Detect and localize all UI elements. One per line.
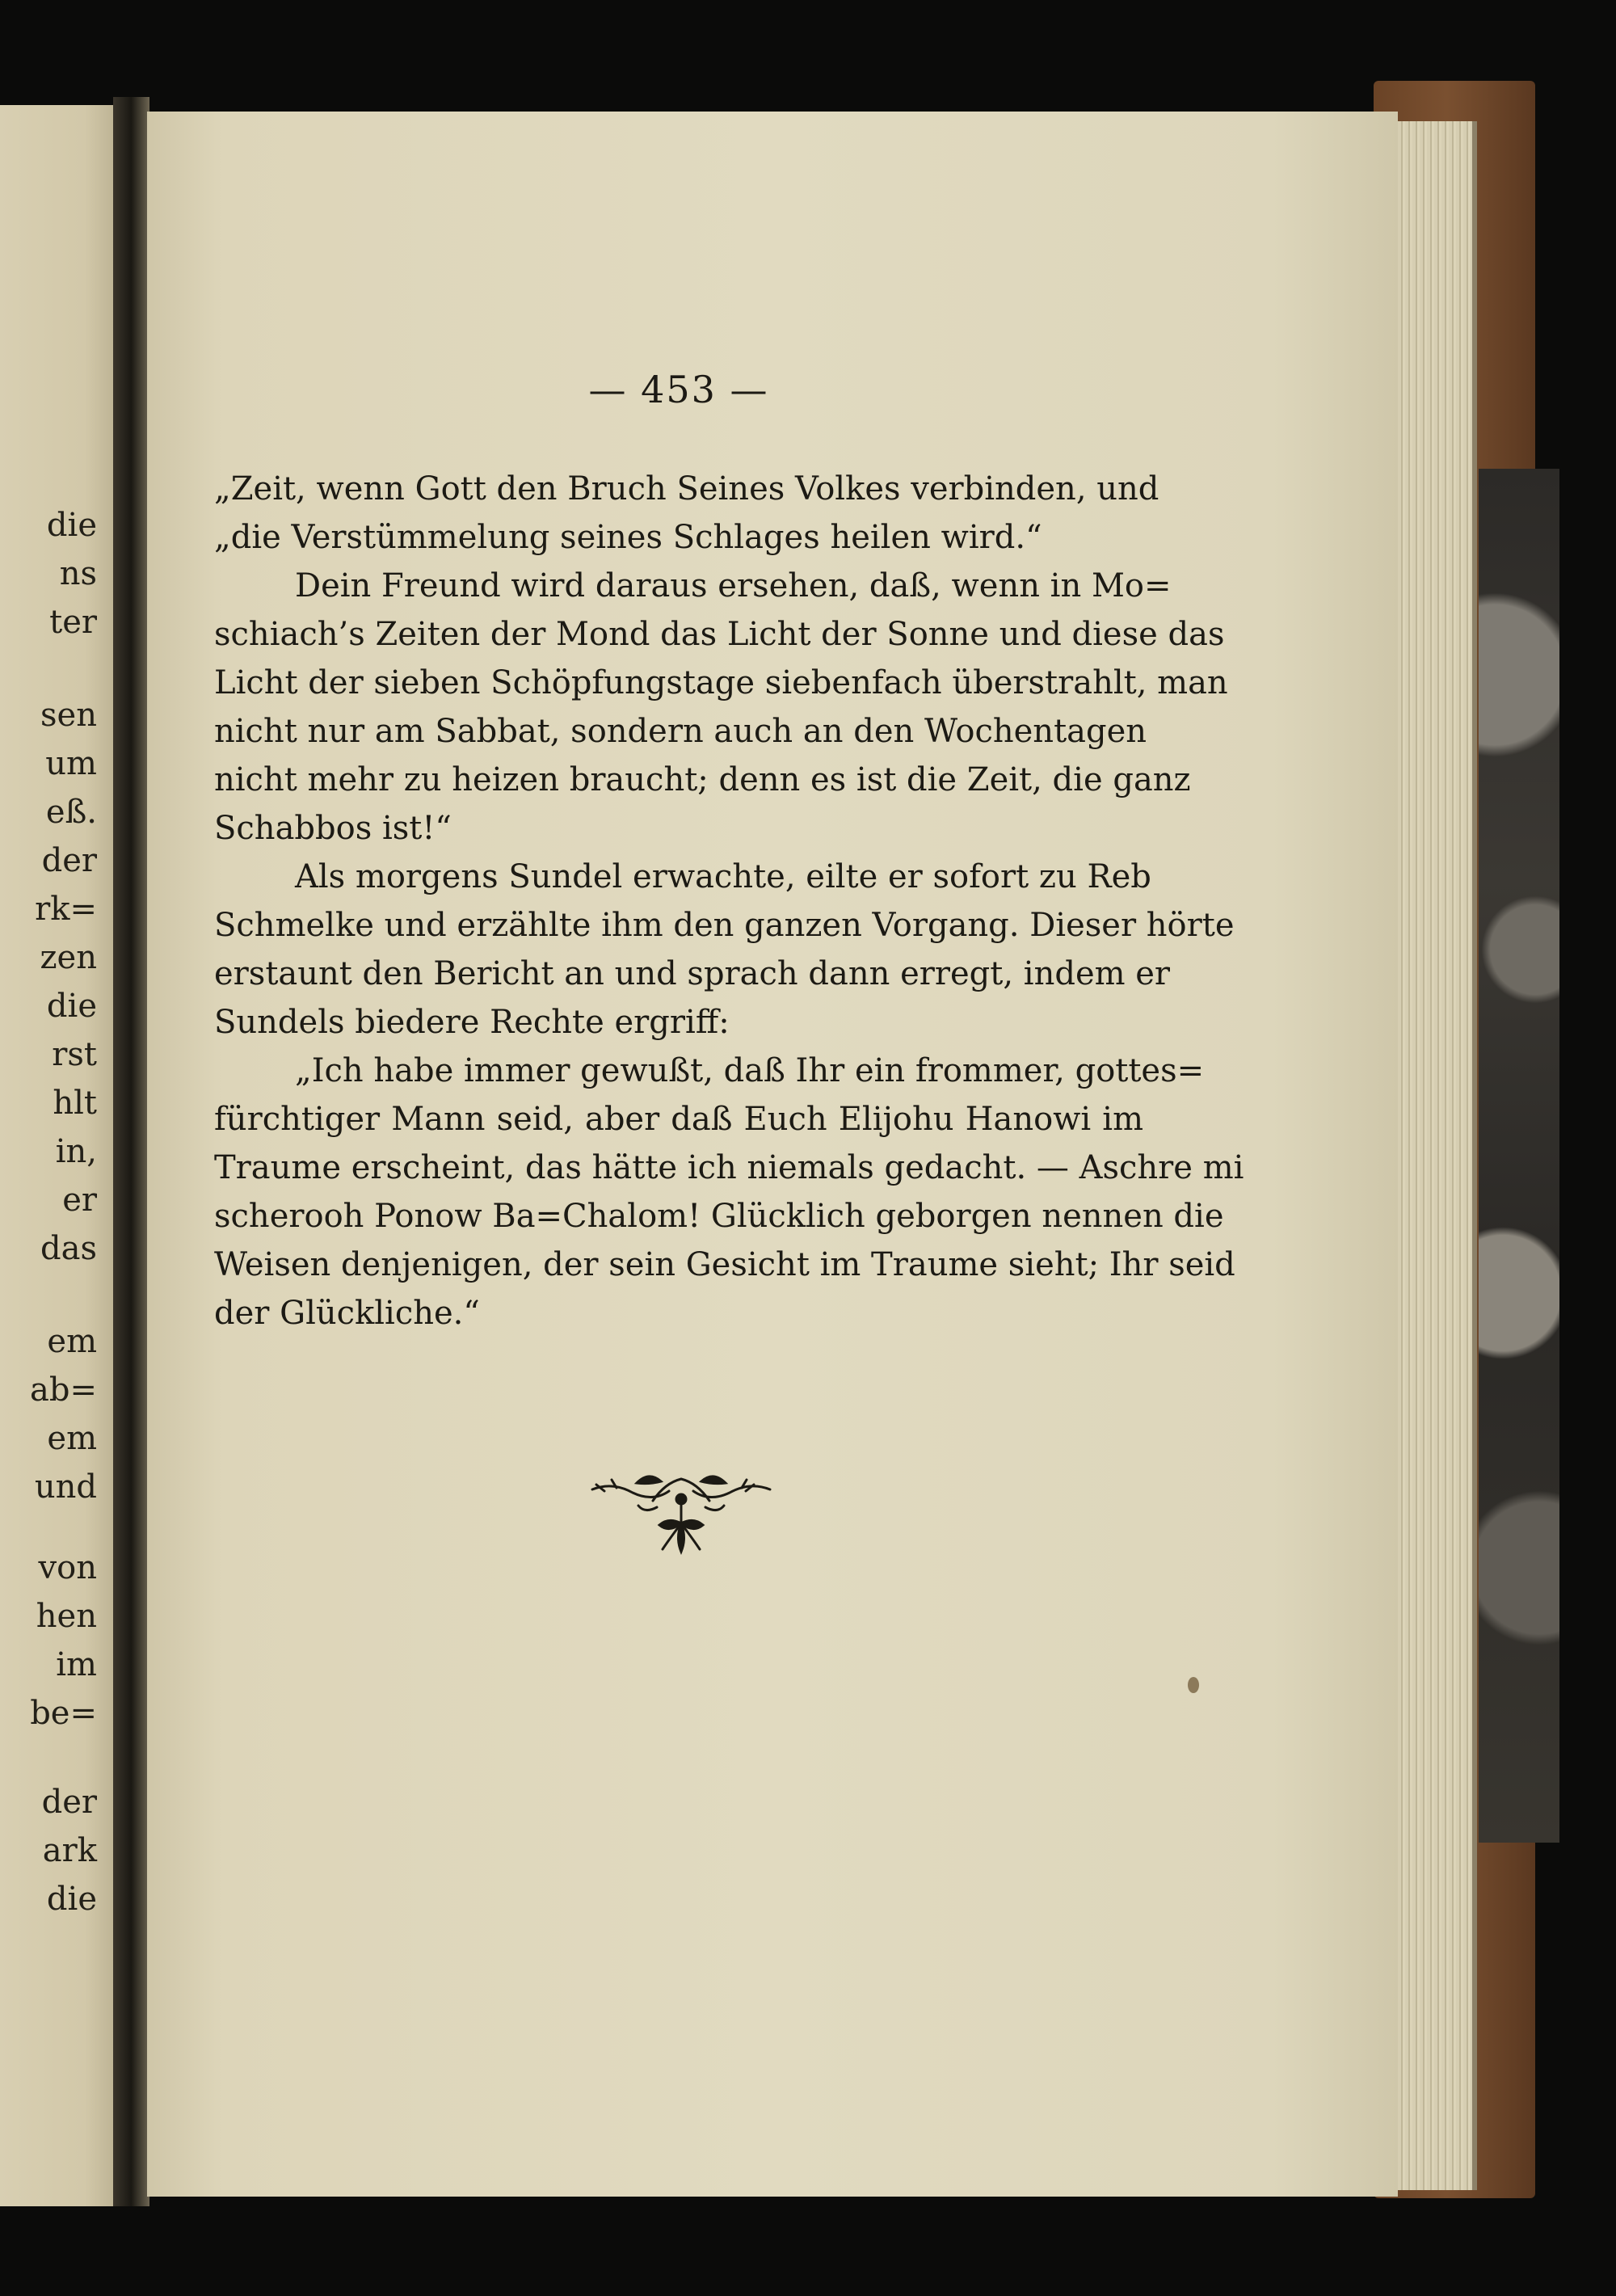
book-gutter <box>113 97 149 2206</box>
left-page-fragment: die <box>46 507 97 544</box>
left-page-fragment: er <box>62 1182 97 1219</box>
marbled-cover-edge <box>1479 469 1559 1843</box>
left-page-fragment: sen <box>40 697 97 734</box>
left-page-fragment: rk= <box>35 891 97 928</box>
text-line: fürchtiger Mann seid, aber daß Euch Elijohu Hanowi im <box>214 1101 1143 1138</box>
left-page-fragment: der <box>41 842 97 879</box>
text-line: Sundels biedere Rechte ergriff: <box>214 1004 730 1041</box>
floral-ornament-icon <box>588 1467 774 1572</box>
text-line: nicht mehr zu heizen braucht; denn es ist die Zeit, die ganz <box>214 761 1191 798</box>
text-line: Als morgens Sundel erwachte, eilte er sofort zu Reb <box>295 858 1151 895</box>
body-text <box>214 465 1244 1338</box>
left-page-fragment: ark <box>42 1832 97 1869</box>
left-page-fragment: ter <box>49 604 97 641</box>
text-line: „die Verstümmelung seines Schlages heilen wird.“ <box>214 519 1042 556</box>
left-page-fragment: em <box>47 1420 97 1457</box>
text-line: „Zeit, wenn Gott den Bruch Seines Volkes verbinden, und <box>214 470 1159 508</box>
text-line: „Ich habe immer gewußt, daß Ihr ein frommer, gottes= <box>295 1052 1205 1089</box>
left-page-fragment: das <box>40 1230 97 1267</box>
left-page-fragment: die <box>46 988 97 1025</box>
previous-page-edge <box>0 105 121 2206</box>
paper-stain <box>1188 1677 1199 1693</box>
left-page-fragment: ab= <box>30 1371 97 1409</box>
text-line: Schabbos ist!“ <box>214 810 452 847</box>
text-line: Dein Freund wird daraus ersehen, daß, wenn in Mo= <box>295 567 1172 605</box>
left-page-fragment: rst <box>52 1036 97 1073</box>
text-line: Schmelke und erzählte ihm den ganzen Vorgang. Dieser hörte <box>214 907 1235 944</box>
text-line: schiach’s Zeiten der Mond das Licht der Sonne und diese das <box>214 616 1225 653</box>
left-page-fragment: be= <box>30 1695 97 1732</box>
text-line: nicht nur am Sabbat, sondern auch an den Wochentagen <box>214 713 1147 750</box>
left-page-fragment: der <box>41 1784 97 1821</box>
page-number: — 453 — <box>588 368 769 411</box>
text-line: scherooh Ponow Ba=Chalom! Glücklich geborgen nennen die <box>214 1198 1224 1235</box>
left-page-fragment: eß. <box>45 794 97 831</box>
left-page-fragment: ns <box>59 555 97 592</box>
text-line: erstaunt den Bericht an und sprach dann erregt, indem er <box>214 955 1171 992</box>
text-line: Traume erscheint, das hätte ich niemals gedacht. — Aschre mi <box>214 1149 1244 1186</box>
text-line: Licht der sieben Schöpfungstage siebenfach überstrahlt, man <box>214 664 1228 701</box>
text-line: Weisen denjenigen, der sein Gesicht im Traume sieht; Ihr seid <box>214 1246 1235 1283</box>
left-page-fragment: hen <box>36 1598 97 1635</box>
left-page-fragment: und <box>34 1468 97 1506</box>
left-page-fragment: um <box>45 745 97 782</box>
left-page-fragment: die <box>46 1881 97 1918</box>
left-page-fragment: hlt <box>53 1085 97 1122</box>
text-line: der Glückliche.“ <box>214 1295 480 1332</box>
left-page-fragment: in, <box>55 1133 97 1170</box>
left-page-fragment: em <box>47 1323 97 1360</box>
left-page-fragment: im <box>56 1646 97 1683</box>
left-page-fragment: von <box>38 1549 97 1586</box>
left-page-fragment: zen <box>40 939 97 976</box>
